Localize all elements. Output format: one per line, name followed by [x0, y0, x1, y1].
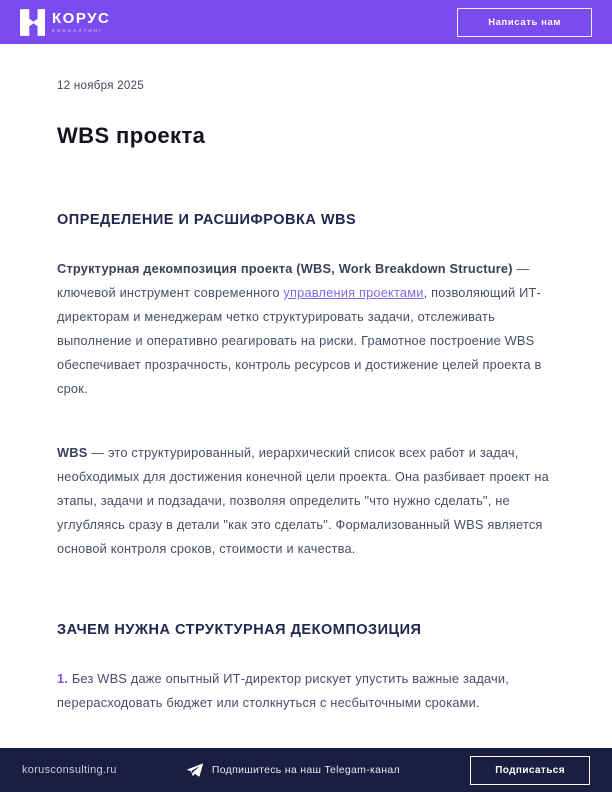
site-url-link[interactable]: korusconsulting.ru [22, 764, 117, 776]
paragraph-definition-bold: Структурная декомпозиция проекта (WBS, Work Breakdown Structure) [57, 261, 513, 276]
korus-logo[interactable] [20, 9, 110, 36]
page-title: WBS проекта [57, 123, 206, 148]
telegram-promo-text: Подпишитесь на наш Telegam-канал [211, 764, 400, 776]
header-bar [0, 0, 612, 44]
paragraph-wbs-rest: — это структурированный, иерархический список всех работ и задач, необходимых для достижения конечной цели проекта. Она разбивает проект на этапы, задачи и подзадачи, позволяя определить "что нужно сделать", не углубляясь сразу в детали "как это сделать". Формализованный WBS является основой контроля сроков, стоимости и качества. [57, 445, 549, 556]
logo-subtitle: КОНСАЛТИНГ [52, 27, 104, 33]
project-management-link[interactable]: управления проектами [283, 285, 424, 300]
footer-bar [0, 748, 612, 792]
section-heading-why-needed: ЗАЧЕМ НУЖНА СТРУКТУРНАЯ ДЕКОМПОЗИЦИЯ [57, 622, 422, 638]
telegram-promo [187, 763, 400, 777]
telegram-icon [187, 763, 203, 777]
article-content [0, 44, 612, 715]
section-heading-definition: ОПРЕДЕЛЕНИЕ И РАСШИФРОВКА WBS [57, 212, 357, 228]
item-number: 1. [57, 671, 69, 686]
paragraph-wbs-description [57, 441, 555, 561]
paragraph-wbs-bold: WBS [57, 445, 88, 460]
contact-us-button[interactable]: Написать нам [457, 8, 592, 37]
item-text: Без WBS даже опытный ИТ-директор рискует упустить важные задачи, перерасходовать бюджет или столкнуться с несбыточными сроками. [57, 671, 510, 710]
numbered-item-1 [57, 667, 555, 715]
logo-brand: КОРУС [52, 9, 111, 27]
subscribe-button[interactable]: Подписаться [470, 756, 590, 785]
paragraph-definition-rest: , позволяющий ИТ-директорам и менеджерам четко структурировать задачи, отслеживать выполнение и оперативно реагировать на риски. Грамотное построение WBS обеспечивает прозрачность, контроль ресурсов и достижение целей проекта в срок. [57, 285, 542, 396]
paragraph-definition-mid: — ключевой инструмент современного [57, 261, 530, 300]
korus-logo-icon [20, 9, 45, 36]
paragraph-definition [57, 257, 555, 401]
korus-logo-text [52, 11, 110, 34]
publish-date: 12 ноября 2025 [57, 80, 145, 92]
